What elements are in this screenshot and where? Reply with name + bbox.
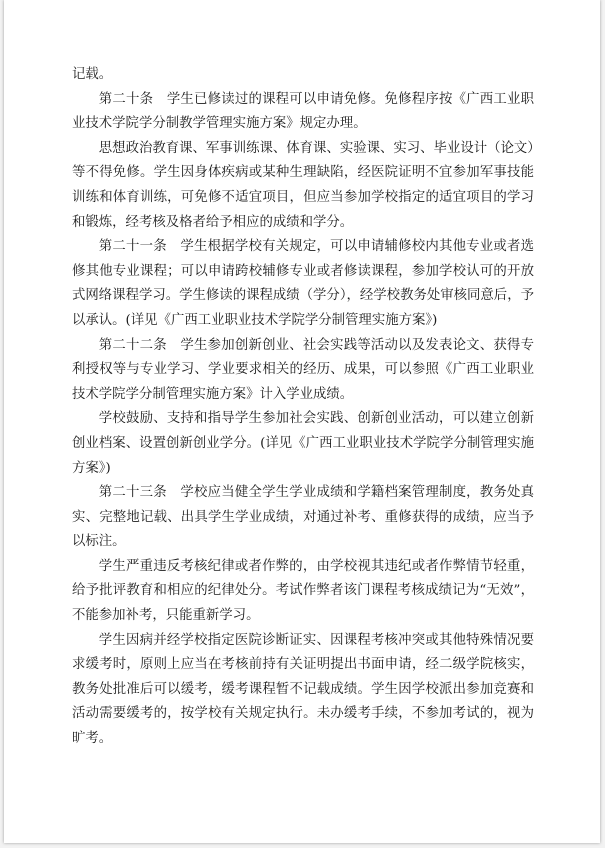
document-page bbox=[4, 0, 600, 843]
paragraph-deferred-exam: 学生因病并经学校指定医院诊断证实、因课程考核冲突或其他特殊情况要求缓考时，原则上应当在考核前持有关证明提出书面申请，经二级学院核实，教务处批准后可以缓考，缓考课程暂不记载成绩。学生因学校派出参加竞赛和活动需要缓考的，按学校有关规定执行。未办缓考手续，不参加考试的，视为旷考。 bbox=[72, 632, 534, 747]
article-22: 第二十二条 学生参加创新创业、社会实践等活动以及发表论文、获得专利授权等与专业学习、学业要求相关的经历、成果，可以参照《广西工业职业技术学院学分制管理实施方案》计入学业成绩。 bbox=[72, 337, 534, 402]
article-21: 第二十一条 学生根据学校有关规定，可以申请辅修校内其他专业或者选修其他专业课程；可以申请跨校辅修专业或者修读课程，参加学校认可的开放式网络课程学习。学生修读的课程成绩（学分），经学校教务处审核同意后，予以承认。(详见《广西工业职业技术学院学分制管理实施方案》) bbox=[72, 239, 534, 328]
paragraph-innovation-credits: 学校鼓励、支持和指导学生参加社会实践、创新创业活动，可以建立创新创业档案、设置创新创业学分。(详见《广西工业职业技术学院学分制管理实施方案》) bbox=[72, 411, 534, 476]
paragraph-exemption-rules: 思想政治教育课、军事训练课、体育课、实验课、实习、毕业设计（论文）等不得免修。学生因身体疾病或某种生理缺陷，经医院证明不宜参加军事技能训练和体育训练，可免修不适宜项目，但应当参加学校指定的适宜项目的学习和锻炼，经考核及格者给予相应的成绩和学分。 bbox=[72, 140, 534, 230]
article-20: 第二十条 学生已修读过的课程可以申请免修。免修程序按《广西工业职业技术学院学分制教学管理实施方案》规定办理。 bbox=[72, 91, 534, 132]
document-body bbox=[72, 63, 534, 752]
paragraph-exam-discipline: 学生严重违反考核纪律或者作弊的，由学校视其违纪或者作弊情节轻重，给予批评教育和相应的纪律处分。考试作弊者该门课程考核成绩记为“无效”，不能参加补考，只能重新学习。 bbox=[72, 558, 534, 624]
paragraph-continuation: 记载。 bbox=[72, 67, 113, 82]
article-23: 第二十三条 学校应当健全学生学业成绩和学籍档案管理制度，教务处真实、完整地记载、出具学生学业成绩，对通过补考、重修获得的成绩，应当予以标注。 bbox=[72, 485, 534, 550]
